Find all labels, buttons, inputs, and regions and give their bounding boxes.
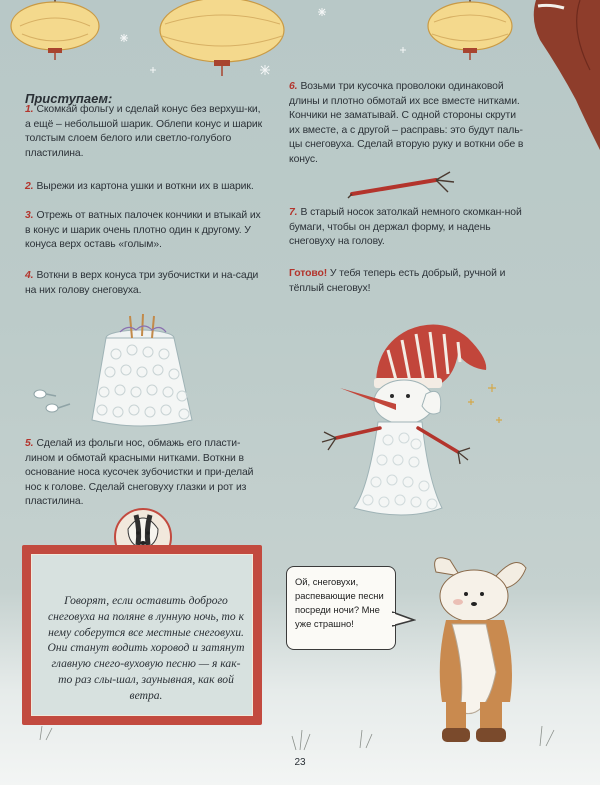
step-number: 3. [25, 210, 34, 221]
step-2 [25, 180, 265, 195]
ready-text: У тебя теперь есть добрый, ручной и тёплый снеговух! [289, 268, 506, 294]
snowman-illustration [318, 310, 508, 525]
ready-note [289, 267, 525, 296]
snow-ground [0, 700, 600, 760]
step-text: В старый носок затолкай немного скомкан-ной бумаги, чтобы он держал форму, и надень снеговуху на голову. [289, 207, 522, 248]
step-number: 4. [25, 270, 34, 281]
story-text: Говорят, если оставить доброго снеговуха на поляне в лунную ночь, то к нему соберутся все местные снеговухи. Они станут водить хоровод и затянут главную снего-вуховую песню — я как-то раз слы-шал, заунывная, как вой ветра. [47, 594, 245, 702]
story-frame [22, 545, 262, 725]
snowman-hat [374, 325, 486, 388]
step-number: 2. [25, 181, 34, 192]
step-1 [25, 103, 265, 161]
step-number: 7. [289, 207, 298, 218]
wire-arm-illustration [346, 168, 462, 202]
speech-bubble [286, 566, 396, 650]
section-heading: Приступаем: [25, 90, 113, 106]
snowman-head [340, 380, 441, 424]
sparkles [468, 384, 502, 423]
lantern-right [428, 0, 512, 60]
speech-bubble-tail [392, 610, 416, 630]
lantern-center [160, 0, 284, 76]
step-text: Вырежи из картона ушки и воткни их в шарик. [36, 181, 254, 192]
step-text: Отрежь от ватных палочек кончики и втыкай их в конус и шарик очень плотно один к другому. У конуса верх оставь «голым». [25, 210, 261, 251]
lanterns-illustration [0, 0, 600, 80]
step-number: 6. [289, 81, 298, 92]
cotton-cone-illustration [88, 310, 208, 430]
step-text: Скомкай фольгу и сделай конус без верхуш-ки, а ещё – небольшой шарик. Облепи конус и шарик толстым слоем белого или светло-голубого пластилина. [25, 104, 263, 159]
lantern-left [11, 0, 99, 60]
step-text: Воткни в верх конуса три зубочистки и на-сади на них голову снеговуха. [25, 270, 259, 296]
step-text: Возьми три кусочка проволоки одинаковой длины и плотно обмотай их все вместе нитками. Кончики не заматывай. С одной стороны скрути их вместе, а с другой – расправь: это будут паль-цы снеговуха. Сделай вторую руку и воткни обе в конус. [289, 81, 524, 165]
step-5-block [25, 437, 265, 510]
page-number: 23 [294, 757, 306, 768]
step-3 [25, 209, 265, 253]
story-panel [31, 554, 253, 716]
cotton-swab-tips-illustration [30, 386, 80, 416]
step-number: 5. [25, 438, 34, 449]
step-7 [289, 206, 525, 250]
ready-label: Готово! [289, 268, 328, 279]
speech-bubble-text: Ой, снеговухи, распевающие песни посреди ночи? Мне уже страшно! [295, 576, 384, 629]
tree-branch-illustration [530, 0, 600, 150]
step-4 [25, 269, 265, 298]
step-number: 1. [25, 104, 34, 115]
step-6 [289, 80, 525, 168]
step-text: Сделай из фольги нос, обмажь его пласти-лином и обмотай красными нитками. Воткни в основание носа кусочек зубочистки и при-делай нос к голове. Сделай снеговуху глазки и рот из пластилина. [25, 438, 254, 508]
